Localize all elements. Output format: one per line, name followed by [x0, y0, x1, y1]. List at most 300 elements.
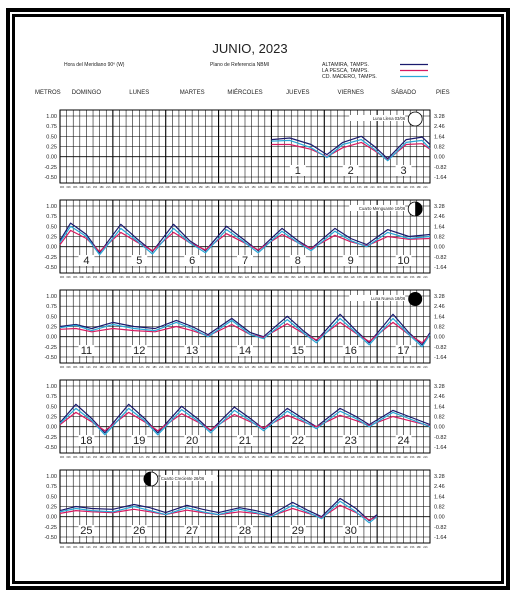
y-tick-right: -0.82	[434, 524, 447, 531]
y-tick-left: 0.75	[46, 394, 57, 401]
x-tick-label: 12h	[297, 186, 303, 189]
x-tick-label: 03h	[277, 186, 283, 189]
x-tick-label: 21h	[211, 546, 217, 549]
x-tick-label: 00h	[59, 456, 65, 459]
x-tick-label: 00h	[218, 546, 223, 549]
y-tick-right: -1.64	[434, 355, 447, 361]
x-tick-label: 18h	[363, 366, 369, 369]
x-tick-label: 18h	[99, 546, 104, 549]
y-tick-right: 0.82	[434, 324, 445, 331]
x-tick-label: 03h	[66, 456, 71, 459]
x-tick-label: 00h	[271, 456, 276, 459]
x-tick-label: 18h	[205, 366, 210, 369]
legend	[322, 62, 428, 80]
x-tick-label: 12h	[350, 186, 355, 189]
y-tick-left: 1.00	[46, 384, 57, 390]
x-tick-label: 00h	[165, 366, 170, 369]
x-tick-label: 12h	[139, 186, 144, 189]
x-tick-label: 12h	[191, 546, 197, 549]
x-tick-label: 21h	[158, 546, 164, 549]
x-tick-label: 09h	[132, 456, 137, 459]
x-tick-label: 21h	[317, 366, 322, 369]
x-tick-label: 09h	[396, 456, 402, 459]
y-tick-right: 2.46	[434, 394, 445, 401]
date-number: 17	[397, 345, 410, 357]
day-header: LUNES	[129, 90, 150, 96]
y-tick-right: 0.82	[434, 414, 445, 421]
x-tick-label: 03h	[119, 546, 124, 549]
x-tick-label: 15h	[410, 186, 415, 189]
week-panel	[44, 290, 446, 369]
x-tick-label: 12h	[139, 366, 144, 369]
x-tick-label: 06h	[231, 276, 236, 279]
x-tick-label: 09h	[238, 186, 243, 189]
x-tick-label: 00h	[324, 276, 329, 279]
x-tick-label: 06h	[178, 366, 184, 369]
x-tick-label: 21h	[370, 366, 375, 369]
x-tick-label: 03h	[383, 546, 388, 549]
x-tick-label: 06h	[73, 276, 78, 279]
date-number: 22	[291, 435, 304, 447]
x-tick-label: 12h	[244, 276, 250, 279]
x-tick-label: 21h	[106, 546, 111, 549]
x-tick-label: 00h	[271, 186, 276, 189]
x-tick-label: 12h	[191, 366, 197, 369]
y-tick-left: 0.00	[46, 154, 57, 161]
x-tick-label: 06h	[337, 366, 342, 369]
x-tick-label: 09h	[238, 366, 243, 369]
x-tick-label: 12h	[86, 456, 91, 459]
x-tick-label: 18h	[258, 276, 263, 279]
x-tick-label: 21h	[106, 366, 111, 369]
y-tick-right: 0.00	[434, 424, 445, 431]
x-tick-label: 06h	[231, 366, 236, 369]
x-tick-label: 06h	[125, 276, 131, 279]
week-panels	[44, 110, 446, 549]
y-tick-left: 1.00	[46, 114, 57, 120]
week-panel	[44, 200, 446, 279]
x-tick-label: 15h	[198, 276, 203, 279]
x-tick-label: 09h	[79, 366, 84, 369]
x-tick-label: 06h	[73, 546, 78, 549]
x-tick-label: 09h	[343, 546, 349, 549]
x-tick-label: 00h	[324, 456, 329, 459]
x-tick-label: 00h	[112, 456, 118, 459]
x-tick-label: 18h	[152, 276, 157, 279]
x-tick-label: 06h	[390, 366, 395, 369]
x-tick-label: 09h	[291, 456, 296, 459]
y-tick-left: 1.00	[46, 474, 57, 480]
y-tick-left: -0.50	[44, 265, 57, 271]
x-tick-label: 00h	[271, 276, 276, 279]
x-tick-label: 12h	[244, 366, 250, 369]
date-number: 1	[294, 165, 301, 177]
x-tick-label: 15h	[145, 456, 151, 459]
x-tick-label: 12h	[350, 456, 355, 459]
x-tick-label: 03h	[277, 366, 283, 369]
date-number: 2	[347, 165, 354, 177]
x-tick-label: 06h	[73, 186, 78, 189]
x-tick-label: 03h	[66, 546, 71, 549]
x-tick-label: 09h	[396, 186, 402, 189]
x-tick-label: 09h	[343, 456, 349, 459]
right-unit-label: PIES	[436, 90, 450, 96]
y-tick-left: 1.00	[46, 204, 57, 210]
y-tick-right: -0.82	[434, 344, 447, 351]
moon-phase-label: Luna Nueva 18/06	[370, 296, 406, 301]
x-tick-label: 00h	[324, 366, 329, 369]
x-tick-label: 12h	[244, 456, 250, 459]
x-tick-label: 12h	[86, 366, 91, 369]
date-number: 25	[80, 525, 93, 537]
reference-note: Plano de Referencia NBMI	[210, 62, 270, 68]
x-tick-label: 03h	[119, 186, 124, 189]
x-tick-label: 03h	[225, 276, 230, 279]
x-tick-label: 21h	[423, 186, 428, 189]
x-tick-label: 21h	[370, 546, 375, 549]
x-tick-label: 18h	[363, 186, 369, 189]
x-tick-label: 15h	[198, 456, 203, 459]
x-tick-label: 06h	[284, 456, 289, 459]
x-tick-label: 15h	[251, 276, 256, 279]
x-tick-label: 21h	[106, 186, 111, 189]
x-tick-label: 03h	[383, 186, 388, 189]
date-number: 11	[80, 345, 93, 357]
x-tick-label: 00h	[271, 546, 276, 549]
x-tick-label: 03h	[330, 456, 336, 459]
legend-label: LA PESCA, TAMPS.	[322, 68, 369, 74]
x-tick-label: 18h	[205, 186, 210, 189]
x-tick-label: 03h	[119, 456, 124, 459]
date-number: 5	[136, 255, 143, 267]
y-tick-left: 0.75	[46, 124, 57, 131]
x-tick-label: 21h	[264, 186, 269, 189]
x-tick-label: 00h	[324, 546, 329, 549]
x-tick-label: 12h	[403, 186, 408, 189]
x-tick-label: 12h	[297, 546, 303, 549]
x-tick-label: 12h	[86, 186, 91, 189]
x-tick-label: 00h	[59, 366, 65, 369]
x-tick-label: 21h	[211, 276, 217, 279]
x-tick-label: 15h	[198, 186, 203, 189]
x-tick-label: 12h	[403, 546, 408, 549]
date-number: 12	[133, 345, 146, 357]
x-tick-label: 15h	[410, 366, 415, 369]
x-tick-label: 06h	[390, 456, 395, 459]
x-tick-label: 03h	[383, 276, 388, 279]
y-tick-right: 0.00	[434, 244, 445, 251]
x-tick-label: 03h	[383, 366, 388, 369]
y-tick-left: 0.50	[46, 224, 57, 231]
x-tick-label: 15h	[92, 456, 98, 459]
y-tick-left: 0.00	[46, 514, 57, 521]
date-number: 20	[186, 435, 199, 447]
x-tick-label: 15h	[357, 276, 362, 279]
x-tick-label: 18h	[310, 546, 316, 549]
x-tick-label: 03h	[172, 366, 177, 369]
x-tick-label: 18h	[99, 456, 104, 459]
date-number: 23	[344, 435, 357, 447]
x-tick-label: 00h	[376, 366, 382, 369]
x-tick-label: 09h	[238, 456, 243, 459]
x-tick-label: 12h	[191, 186, 197, 189]
x-tick-label: 12h	[297, 366, 303, 369]
y-tick-left: 0.25	[46, 324, 57, 331]
y-tick-left: -0.25	[44, 164, 57, 171]
x-tick-label: 15h	[304, 456, 309, 459]
x-tick-label: 15h	[357, 546, 362, 549]
x-tick-label: 03h	[119, 366, 124, 369]
x-tick-label: 06h	[125, 366, 131, 369]
x-tick-label: 15h	[145, 546, 151, 549]
x-tick-label: 00h	[218, 456, 223, 459]
x-tick-label: 15h	[304, 276, 309, 279]
x-tick-label: 15h	[410, 456, 415, 459]
x-tick-label: 18h	[258, 546, 263, 549]
y-tick-left: -0.25	[44, 524, 57, 531]
y-tick-left: 0.25	[46, 414, 57, 421]
y-tick-right: 2.46	[434, 304, 445, 311]
x-tick-label: 15h	[251, 546, 256, 549]
x-tick-label: 12h	[139, 546, 144, 549]
x-tick-label: 03h	[172, 546, 177, 549]
x-tick-label: 18h	[152, 366, 157, 369]
date-number: 24	[397, 435, 410, 447]
y-tick-right: 1.64	[434, 494, 445, 501]
x-tick-label: 21h	[423, 366, 428, 369]
x-tick-label: 21h	[264, 546, 269, 549]
x-tick-label: 09h	[185, 366, 190, 369]
x-tick-label: 12h	[297, 276, 303, 279]
x-tick-label: 06h	[125, 186, 131, 189]
x-tick-label: 06h	[284, 366, 289, 369]
x-tick-label: 18h	[363, 456, 369, 459]
x-tick-label: 21h	[158, 276, 164, 279]
date-number: 29	[291, 525, 304, 537]
x-tick-label: 18h	[310, 186, 316, 189]
x-tick-label: 09h	[79, 546, 84, 549]
y-tick-left: 0.00	[46, 334, 57, 341]
y-tick-left: -0.25	[44, 434, 57, 441]
y-tick-right: 2.46	[434, 124, 445, 131]
y-tick-right: 1.64	[434, 134, 445, 141]
moon-shade	[415, 202, 422, 216]
x-tick-label: 06h	[178, 276, 184, 279]
x-tick-label: 06h	[390, 186, 395, 189]
x-tick-label: 21h	[370, 456, 375, 459]
x-tick-label: 12h	[403, 366, 408, 369]
moon-phase-label: Cuarto Creciente 26/06	[160, 476, 205, 481]
x-tick-label: 00h	[112, 546, 118, 549]
x-tick-label: 15h	[251, 456, 256, 459]
y-tick-left: 0.75	[46, 304, 57, 311]
moon-full-icon	[408, 112, 422, 126]
x-tick-label: 15h	[198, 366, 203, 369]
x-tick-label: 15h	[92, 546, 98, 549]
x-tick-label: 06h	[284, 186, 289, 189]
y-tick-right: 0.82	[434, 144, 445, 151]
y-tick-right: 3.28	[434, 384, 445, 390]
x-tick-label: 15h	[145, 276, 151, 279]
x-tick-label: 03h	[225, 186, 230, 189]
y-tick-left: -0.50	[44, 175, 57, 181]
y-tick-right: -0.82	[434, 254, 447, 261]
x-tick-label: 12h	[403, 456, 408, 459]
x-tick-label: 21h	[264, 366, 269, 369]
y-tick-right: 2.46	[434, 214, 445, 221]
x-tick-label: 00h	[376, 276, 382, 279]
x-tick-label: 12h	[350, 366, 355, 369]
x-tick-label: 15h	[357, 366, 362, 369]
left-unit-label: METROS	[35, 90, 61, 96]
y-tick-left: 0.25	[46, 234, 57, 241]
x-tick-label: 09h	[79, 186, 84, 189]
day-header: SÁBADO	[391, 90, 417, 96]
x-tick-label: 15h	[92, 366, 98, 369]
day-headers	[72, 89, 417, 96]
x-tick-label: 18h	[363, 276, 369, 279]
x-tick-label: 09h	[79, 456, 84, 459]
x-tick-label: 12h	[86, 546, 91, 549]
y-tick-left: 0.75	[46, 214, 57, 221]
y-tick-right: -0.82	[434, 164, 447, 171]
x-tick-label: 15h	[357, 186, 362, 189]
x-tick-label: 12h	[403, 276, 408, 279]
x-tick-label: 09h	[291, 186, 296, 189]
x-tick-label: 12h	[350, 546, 355, 549]
x-tick-label: 00h	[112, 276, 118, 279]
x-tick-label: 18h	[258, 456, 263, 459]
x-tick-label: 06h	[178, 456, 184, 459]
x-tick-label: 15h	[198, 546, 203, 549]
moon-new-icon	[408, 292, 422, 306]
date-number: 8	[294, 255, 301, 267]
x-tick-label: 12h	[86, 276, 91, 279]
x-tick-label: 18h	[205, 546, 210, 549]
x-tick-label: 09h	[291, 276, 296, 279]
moon-phase-label: Luna Llena 03/06	[372, 116, 406, 121]
x-tick-label: 03h	[172, 456, 177, 459]
x-tick-label: 03h	[330, 366, 336, 369]
x-tick-label: 03h	[66, 366, 71, 369]
x-tick-label: 21h	[158, 456, 164, 459]
x-tick-label: 15h	[304, 186, 309, 189]
x-tick-label: 00h	[218, 276, 223, 279]
x-tick-label: 03h	[225, 546, 230, 549]
x-tick-label: 09h	[396, 366, 402, 369]
x-tick-label: 15h	[357, 456, 362, 459]
x-tick-label: 00h	[112, 366, 118, 369]
x-tick-label: 00h	[165, 456, 170, 459]
x-tick-label: 15h	[145, 186, 151, 189]
y-tick-left: 0.00	[46, 244, 57, 251]
x-tick-label: 03h	[66, 186, 71, 189]
y-tick-right: 1.64	[434, 224, 445, 231]
x-tick-label: 21h	[158, 366, 164, 369]
x-tick-label: 00h	[376, 546, 382, 549]
week-panel	[44, 110, 446, 189]
y-tick-left: -0.50	[44, 355, 57, 361]
x-tick-label: 15h	[410, 546, 415, 549]
x-tick-label: 21h	[370, 276, 375, 279]
x-tick-label: 18h	[205, 276, 210, 279]
x-tick-label: 18h	[310, 366, 316, 369]
x-tick-label: 12h	[191, 456, 197, 459]
x-tick-label: 06h	[178, 546, 184, 549]
x-tick-label: 21h	[211, 366, 217, 369]
x-tick-label: 12h	[139, 276, 144, 279]
x-tick-label: 21h	[423, 276, 428, 279]
x-tick-label: 21h	[317, 546, 322, 549]
x-tick-label: 06h	[73, 456, 78, 459]
week-panel	[44, 380, 446, 459]
y-tick-left: -0.50	[44, 445, 57, 451]
x-tick-label: 09h	[185, 456, 190, 459]
x-tick-label: 21h	[370, 186, 375, 189]
x-tick-label: 18h	[363, 546, 369, 549]
x-tick-label: 09h	[79, 276, 84, 279]
x-tick-label: 15h	[92, 276, 98, 279]
date-number: 15	[291, 345, 304, 357]
x-tick-label: 09h	[185, 186, 190, 189]
day-header: MIÉRCOLES	[227, 90, 263, 96]
y-tick-left: 0.50	[46, 134, 57, 141]
y-tick-left: 0.50	[46, 314, 57, 321]
x-tick-label: 06h	[390, 276, 395, 279]
x-tick-label: 15h	[251, 366, 256, 369]
x-tick-label: 03h	[277, 276, 283, 279]
x-tick-label: 21h	[211, 456, 217, 459]
y-tick-right: 2.46	[434, 484, 445, 491]
y-tick-right: -1.64	[434, 445, 447, 451]
y-tick-left: -0.25	[44, 344, 57, 351]
x-tick-label: 15h	[145, 366, 151, 369]
x-tick-label: 03h	[172, 276, 177, 279]
x-tick-label: 00h	[59, 186, 65, 189]
x-tick-label: 21h	[158, 186, 164, 189]
day-header: MARTES	[179, 90, 205, 96]
x-tick-label: 18h	[99, 366, 104, 369]
x-tick-label: 00h	[165, 186, 170, 189]
x-tick-label: 15h	[304, 546, 309, 549]
date-number: 30	[344, 525, 357, 537]
x-tick-label: 21h	[106, 456, 111, 459]
x-tick-label: 03h	[330, 186, 336, 189]
date-number: 13	[186, 345, 199, 357]
x-tick-label: 09h	[132, 366, 137, 369]
x-tick-label: 09h	[185, 546, 190, 549]
y-tick-right: -1.64	[434, 265, 447, 271]
x-tick-label: 12h	[139, 456, 144, 459]
y-tick-right: 3.28	[434, 294, 445, 300]
x-tick-label: 06h	[390, 546, 395, 549]
x-tick-label: 00h	[218, 186, 223, 189]
x-tick-label: 18h	[152, 456, 157, 459]
x-tick-label: 09h	[396, 276, 402, 279]
legend-label: ALTAMIRA, TAMPS.	[322, 62, 369, 68]
y-tick-right: -1.64	[434, 175, 447, 181]
x-tick-label: 21h	[423, 546, 428, 549]
x-tick-label: 09h	[185, 276, 190, 279]
date-number: 3	[400, 165, 407, 177]
x-tick-label: 12h	[244, 186, 250, 189]
date-number: 19	[133, 435, 146, 447]
x-tick-label: 06h	[125, 546, 131, 549]
x-tick-label: 06h	[337, 186, 342, 189]
y-tick-right: 0.00	[434, 514, 445, 521]
y-tick-left: 1.00	[46, 294, 57, 300]
x-tick-label: 18h	[258, 186, 263, 189]
